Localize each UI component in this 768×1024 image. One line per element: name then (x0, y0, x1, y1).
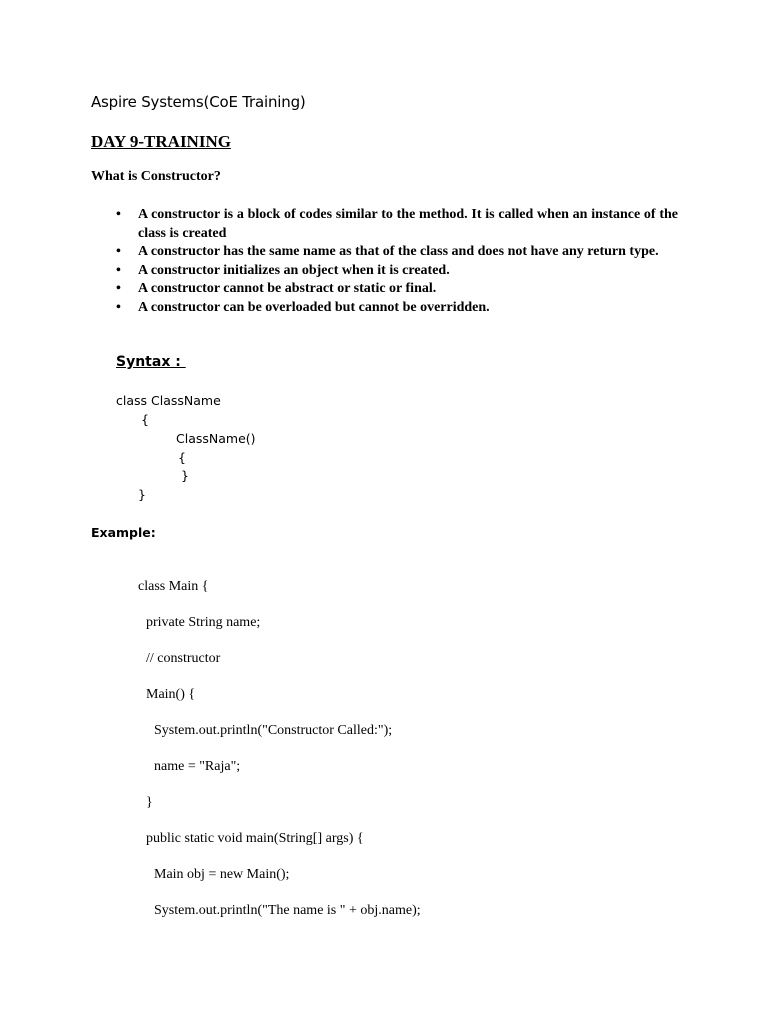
bullet-item (116, 299, 678, 318)
syntax-line: } (138, 487, 146, 502)
constructor-bullet-list (116, 206, 678, 317)
bullet-marker: • (116, 262, 121, 278)
bullet-item (116, 206, 678, 243)
organization-header: Aspire Systems(CoE Training) (91, 93, 306, 111)
bullet-marker: • (116, 281, 121, 296)
bullet-marker: • (116, 244, 121, 259)
code-line: // constructor (146, 651, 221, 666)
bullet-item (116, 280, 678, 299)
code-line: System.out.println("Constructor Called:"); (154, 723, 393, 738)
code-line: Main obj = new Main(); (154, 867, 290, 882)
bullet-item (116, 262, 678, 281)
code-line: name = "Raja"; (154, 759, 241, 774)
question-heading: What is Constructor? (91, 169, 221, 184)
bullet-text: A constructor initializes an object when it is created. (138, 262, 450, 278)
code-line: private String name; (146, 615, 261, 630)
bullet-item (116, 243, 678, 262)
syntax-line: } (181, 468, 189, 483)
bullet-text: A constructor has the same name as that of the class and does not have any return type. (138, 244, 659, 259)
example-heading: Example: (91, 525, 156, 540)
syntax-line: class ClassName (116, 393, 221, 408)
code-line: public static void main(String[] args) { (146, 831, 364, 846)
code-line: } (146, 795, 153, 810)
code-line: Main() { (146, 687, 196, 702)
bullet-marker: • (116, 207, 121, 222)
bullet-text: A constructor can be overloaded but cannot be overridden. (138, 299, 490, 315)
syntax-line: ClassName() (176, 431, 256, 446)
bullet-marker: • (116, 299, 121, 315)
bullet-text: A constructor cannot be abstract or static or final. (138, 281, 437, 296)
syntax-line: { (178, 450, 186, 465)
bullet-text: A constructor is a block of codes similar to the method. It is called when an instance of the class is created (138, 207, 678, 241)
code-line: System.out.println("The name is " + obj.name); (154, 903, 421, 918)
code-line: class Main { (138, 579, 209, 594)
day-title: DAY 9-TRAINING (91, 132, 231, 151)
syntax-line: { (141, 412, 149, 427)
syntax-heading: Syntax : (116, 354, 186, 370)
